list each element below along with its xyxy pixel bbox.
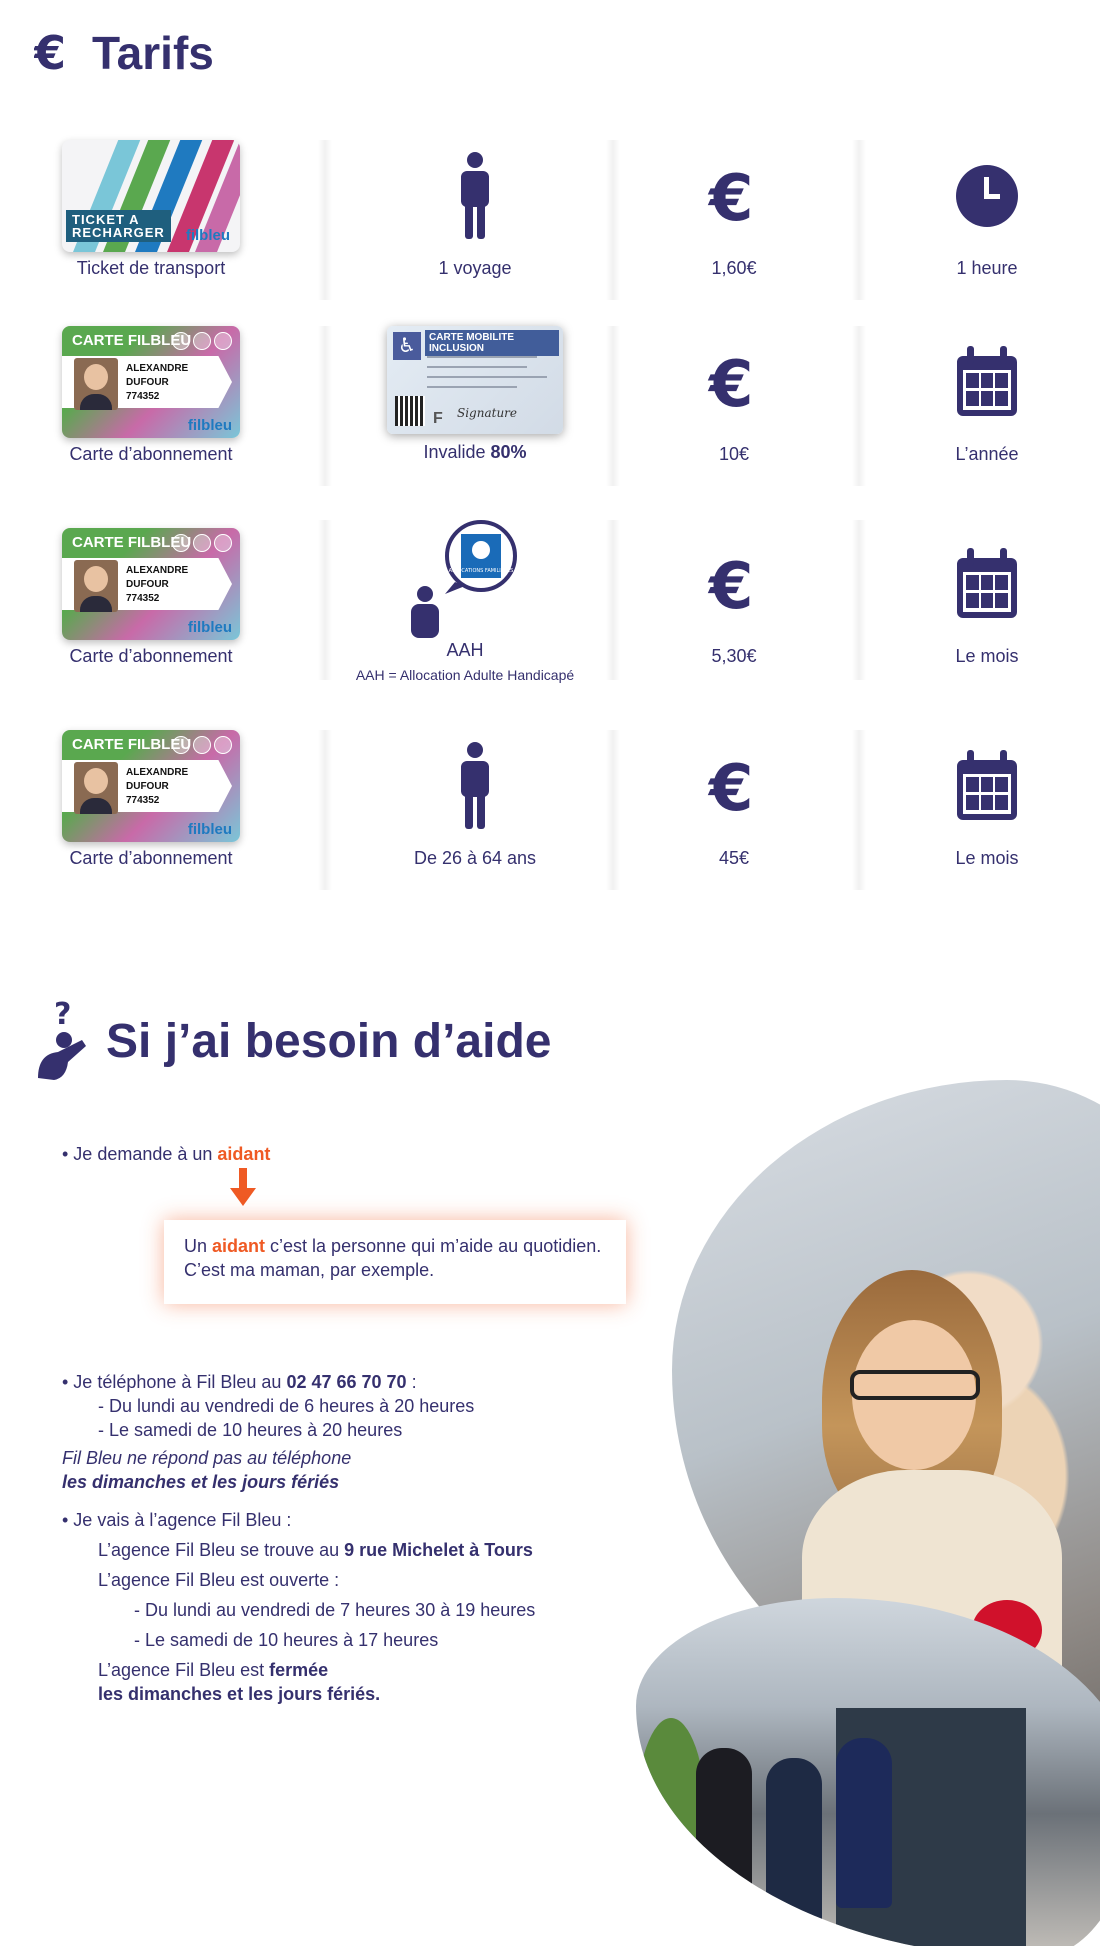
- card-label: Carte d’abonnement: [69, 444, 233, 464]
- svg-text:ALLOCATIONS FAMILIALES: ALLOCATIONS FAMILIALES: [448, 568, 514, 574]
- who-sublabel: AAH = Allocation Adulte Handicapé: [355, 667, 575, 683]
- ticket-card-image: [62, 140, 240, 252]
- avatar: [74, 560, 118, 612]
- ticket-tag: TICKET A RECHARGER: [66, 210, 171, 242]
- aidant-definition-box: Un aidant c’est la personne qui m’aide au quotidien. C’est ma maman, par exemple.: [164, 1220, 626, 1304]
- svg-text:€: €: [709, 554, 754, 614]
- inclusion-card-image: ♿ CARTE MOBILITE INCLUSION F Signature: [387, 326, 563, 434]
- calendar-icon: [955, 730, 1019, 842]
- card-label: Carte d’abonnement: [69, 848, 233, 868]
- card-label: Ticket de transport: [76, 258, 226, 278]
- euro-icon: [34, 31, 74, 75]
- card-label: Carte d’abonnement: [69, 646, 233, 666]
- euro-icon: [707, 730, 761, 842]
- abonnement-card-image: CARTE FILBLEU ALEXANDRE DUFOUR 774352 filbleu: [62, 730, 240, 842]
- aide-bullet-telephone: • Je téléphone à Fil Bleu au 02 47 66 70 70 : - Du lundi au vendredi de 6 heures à 20 heures - Le samedi de 10 heures à 20 heures Fil Bleu ne répond pas au téléphone les dimanches et les jours fériés: [62, 1372, 475, 1492]
- duration-label: Le mois: [955, 646, 1019, 666]
- price-label: 1,60€: [711, 258, 757, 278]
- aide-bullet-aidant: • Je demande à un aidant: [62, 1144, 271, 1164]
- avatar: [74, 762, 118, 814]
- price-label: 5,30€: [711, 646, 757, 666]
- person-with-caf-bubble-icon: [405, 520, 525, 640]
- svg-text:€: €: [709, 166, 754, 226]
- euro-icon: [707, 140, 761, 252]
- euro-icon: [707, 528, 761, 640]
- who-label: AAH: [446, 640, 484, 660]
- who-label: Invalide 80%: [423, 442, 527, 462]
- calendar-icon: [955, 326, 1019, 438]
- calendar-icon: [955, 528, 1019, 640]
- aide-title: ? Si j’ai besoin d’aide: [34, 1000, 551, 1082]
- photo-agence-entrance: [636, 1598, 1100, 1946]
- person-icon: [457, 730, 493, 842]
- abonnement-card-image: CARTE FILBLEU ALEXANDRE DUFOUR 774352 filbleu: [62, 528, 240, 640]
- wheelchair-icon: ♿: [393, 332, 421, 360]
- aide-bullet-agence: • Je vais à l’agence Fil Bleu : L’agence Fil Bleu se trouve au 9 rue Michelet à Tours L’agence Fil Bleu est ouverte : - Du lundi au vendredi de 7 heures 30 à 19 heures - Le samedi de 10 heures à 17 heures L’agence Fil Bleu est fermée les dimanches et les jours fériés.: [62, 1510, 536, 1704]
- who-label: De 26 à 64 ans: [413, 848, 537, 868]
- arrow-down-icon: [230, 1168, 256, 1211]
- person-icon: [457, 140, 493, 252]
- svg-text:€: €: [34, 31, 67, 75]
- svg-text:€: €: [709, 352, 754, 412]
- euro-icon: [707, 326, 761, 438]
- price-label: 10€: [718, 444, 750, 464]
- duration-label: 1 heure: [956, 258, 1018, 278]
- svg-text:€: €: [709, 756, 754, 816]
- filbleu-logo: filbleu: [185, 227, 230, 244]
- qr-code-icon: [395, 396, 425, 426]
- avatar: [74, 358, 118, 410]
- svg-text:?: ?: [54, 1000, 72, 1032]
- help-question-person-icon: [34, 1000, 88, 1082]
- clock-icon: [956, 140, 1018, 252]
- duration-label: L’année: [955, 444, 1019, 464]
- tarifs-title: € Tarifs: [34, 27, 214, 79]
- price-label: 45€: [718, 848, 750, 868]
- duration-label: Le mois: [955, 848, 1019, 868]
- who-label: 1 voyage: [438, 258, 512, 278]
- abonnement-card-image: CARTE FILBLEU ALEXANDRE DUFOUR 774352 filbleu: [62, 326, 240, 438]
